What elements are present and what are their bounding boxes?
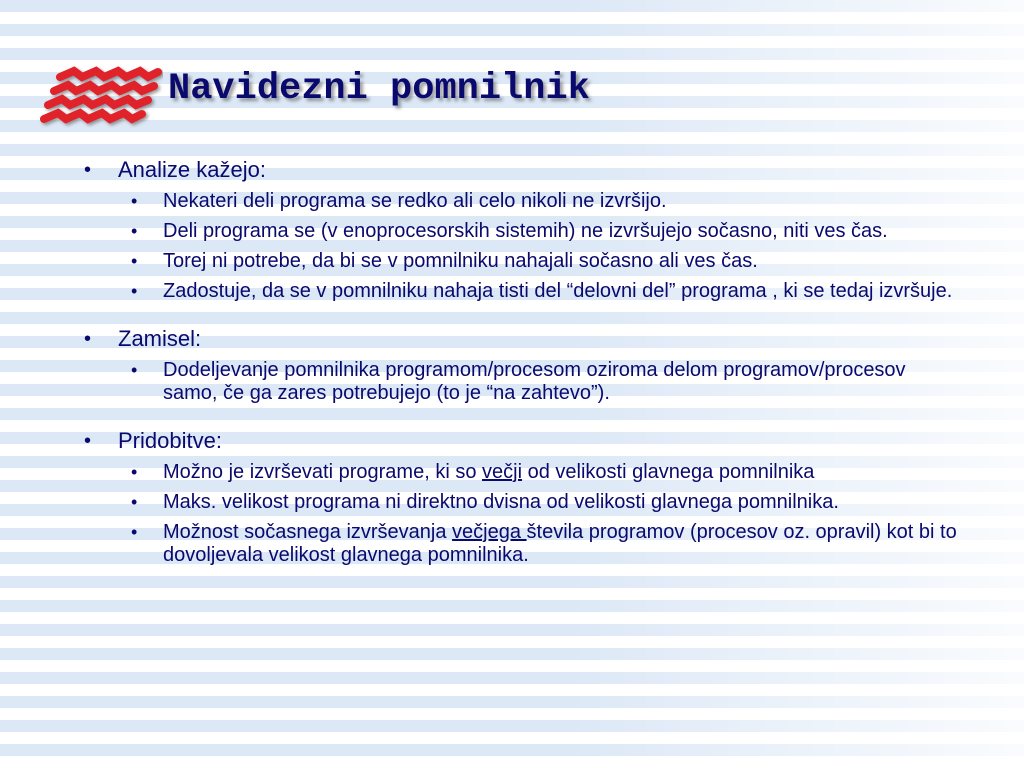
bullet-icon: • — [131, 221, 138, 241]
section-heading: Zamisel: — [118, 326, 202, 351]
bullet-icon: • — [131, 191, 138, 211]
red-stripes-logo — [38, 55, 163, 140]
bullet-icon: • — [84, 430, 92, 452]
list-item-text: Dodeljevanje pomnilnika programom/procesom oziroma delom programov/procesov samo, če ga zares potrebujejo (to je “na zahtevo”). — [163, 359, 906, 404]
sub-list — [118, 461, 964, 567]
bullet-icon: • — [131, 281, 138, 301]
list-item — [118, 491, 964, 514]
list-item — [118, 461, 964, 484]
underlined-word: večjega — [452, 521, 527, 543]
bullet-icon: • — [131, 251, 138, 271]
bullet-icon: • — [84, 328, 92, 350]
logo-graphic — [38, 55, 163, 140]
text-segment: Možno je izvrševati programe, ki so — [163, 461, 483, 483]
section-heading: Analize kažejo: — [118, 157, 266, 182]
bullet-icon: • — [131, 522, 138, 542]
list-item-text: Nekateri deli programa se redko ali celo nikoli ne izvršijo. — [163, 190, 667, 212]
slide-title: Navidezni pomnilnik — [168, 68, 590, 110]
section-pridobitve — [84, 427, 964, 567]
slide-content — [84, 156, 964, 574]
list-item-text: Maks. velikost programa ni direktno dvisna od velikosti glavnega pomnilnika. — [163, 491, 839, 513]
underlined-word: večji — [482, 461, 523, 483]
section-heading: Pridobitve: — [118, 428, 222, 453]
text-segment: števila programov (procesov oz. opravil) kot bi to dovoljevala velikost glavnega pomnilnika. — [163, 521, 957, 566]
bullet-icon: • — [84, 159, 92, 181]
list-item — [118, 220, 964, 243]
text-segment: Možnost sočasnega izvrševanja — [163, 521, 453, 543]
bullet-icon: • — [131, 492, 138, 512]
list-item — [118, 190, 964, 213]
sub-list — [118, 359, 964, 405]
text-segment: od velikosti glavnega pomnilnika — [522, 461, 815, 483]
sub-list — [118, 190, 964, 303]
list-item-text: Zadostuje, da se v pomnilniku nahaja tisti del “delovni del” programa , ki se tedaj izvršuje. — [163, 280, 953, 302]
list-item-text — [163, 461, 814, 483]
list-item-text — [163, 521, 957, 566]
list-item-text: Deli programa se (v enoprocesorskih sistemih) ne izvršujejo sočasno, niti ves čas. — [163, 220, 888, 242]
section-zamisel — [84, 325, 964, 405]
list-item — [118, 280, 964, 303]
list-item — [118, 250, 964, 273]
bullet-icon: • — [131, 462, 138, 482]
list-item-text: Torej ni potrebe, da bi se v pomnilniku nahajali sočasno ali ves čas. — [163, 250, 758, 272]
list-item — [118, 521, 964, 567]
bullet-list — [84, 156, 964, 567]
bullet-icon: • — [131, 360, 138, 380]
list-item — [118, 359, 964, 405]
section-analize — [84, 156, 964, 303]
